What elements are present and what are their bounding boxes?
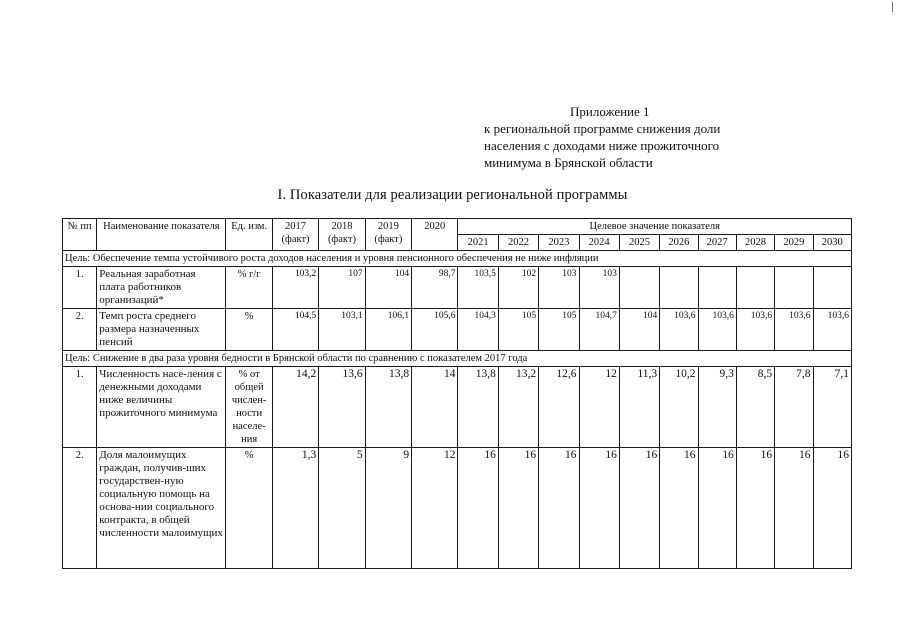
- header-name: Наименование показателя: [97, 219, 226, 251]
- value-cell: 16: [579, 448, 619, 569]
- value-cell: 13,8: [458, 367, 498, 448]
- header-year-2018: 2018 (факт): [319, 219, 365, 251]
- value-cell: 13,8: [365, 367, 411, 448]
- table-row: [63, 367, 852, 448]
- header-target-year: 2023: [539, 235, 579, 251]
- value-cell: 106,1: [365, 309, 411, 351]
- value-cell: 5: [319, 448, 365, 569]
- value-cell: 16: [736, 448, 774, 569]
- value-cell: 12: [412, 448, 458, 569]
- value-cell: 104,3: [458, 309, 498, 351]
- value-cell: 7,1: [813, 367, 852, 448]
- header-target-year: 2029: [775, 235, 813, 251]
- indicators-table: [62, 218, 852, 569]
- scan-edge-mark: [892, 2, 893, 12]
- value-cell: 12,6: [539, 367, 579, 448]
- value-cell: [775, 267, 813, 309]
- value-cell: 9: [365, 448, 411, 569]
- table-row: [63, 309, 852, 351]
- value-cell: 103,1: [319, 309, 365, 351]
- value-cell: 13,6: [319, 367, 365, 448]
- appendix-title: Приложение 1: [570, 104, 650, 119]
- indicator-name: Доля малоимущих граждан, получив-ших государствен-ную социальную помощь на основа-нии социального контракта, в общей численности малоимущих: [97, 448, 226, 569]
- value-cell: 8,5: [736, 367, 774, 448]
- value-cell: 103,2: [272, 267, 318, 309]
- row-number: 1.: [63, 267, 97, 309]
- goal-text-1: Цель: Обеспечение темпа устойчивого роста доходов населения и уровня пенсионного обеспечения не ниже инфляции: [63, 251, 852, 267]
- indicator-name: Темп роста среднего размера назначенных пенсий: [97, 309, 226, 351]
- header-unit: Ед. изм.: [226, 219, 272, 251]
- header-target-year: 2027: [698, 235, 736, 251]
- value-cell: 16: [813, 448, 852, 569]
- value-cell: 102: [498, 267, 538, 309]
- value-cell: 16: [539, 448, 579, 569]
- value-cell: [698, 267, 736, 309]
- header-number: № пп: [63, 219, 97, 251]
- value-cell: 16: [498, 448, 538, 569]
- value-cell: 104: [619, 309, 659, 351]
- value-cell: 105,6: [412, 309, 458, 351]
- value-cell: 105: [498, 309, 538, 351]
- table-row: [63, 267, 852, 309]
- row-number: 1.: [63, 367, 97, 448]
- unit-cell: %: [226, 309, 272, 351]
- value-cell: 103,6: [660, 309, 698, 351]
- value-cell: 103: [539, 267, 579, 309]
- goal-row-1: [63, 251, 852, 267]
- indicator-name: Реальная заработная плата работников организаций*: [97, 267, 226, 309]
- value-cell: 11,3: [619, 367, 659, 448]
- value-cell: 103,6: [698, 309, 736, 351]
- unit-cell: % от общей числен-ности населе-ния: [226, 367, 272, 448]
- header-target-year: 2024: [579, 235, 619, 251]
- value-cell: 103: [579, 267, 619, 309]
- header-target-year: 2022: [498, 235, 538, 251]
- value-cell: 16: [619, 448, 659, 569]
- value-cell: 103,6: [775, 309, 813, 351]
- unit-cell: %: [226, 448, 272, 569]
- header-year-2017: 2017 (факт): [272, 219, 318, 251]
- value-cell: [813, 267, 852, 309]
- value-cell: 7,8: [775, 367, 813, 448]
- header-target-year: 2028: [736, 235, 774, 251]
- goal-row-2: [63, 351, 852, 367]
- value-cell: 16: [458, 448, 498, 569]
- value-cell: 104: [365, 267, 411, 309]
- value-cell: 107: [319, 267, 365, 309]
- value-cell: 104,7: [579, 309, 619, 351]
- value-cell: [619, 267, 659, 309]
- value-cell: 98,7: [412, 267, 458, 309]
- value-cell: 9,3: [698, 367, 736, 448]
- unit-cell: % г/г: [226, 267, 272, 309]
- value-cell: 104,5: [272, 309, 318, 351]
- value-cell: 103,6: [813, 309, 852, 351]
- row-number: 2.: [63, 309, 97, 351]
- value-cell: 16: [660, 448, 698, 569]
- appendix-line-3: населения с доходами ниже прожиточного: [484, 138, 720, 153]
- header-target-year: 2021: [458, 235, 498, 251]
- header-target-value: Целевое значение показателя: [458, 219, 852, 235]
- value-cell: 13,2: [498, 367, 538, 448]
- value-cell: [660, 267, 698, 309]
- indicator-name: Численность насе-ления с денежными доходами ниже величины прожиточного минимума: [97, 367, 226, 448]
- appendix-header: [484, 103, 784, 171]
- value-cell: 1,3: [272, 448, 318, 569]
- value-cell: 103,5: [458, 267, 498, 309]
- table-row: [63, 448, 852, 569]
- value-cell: 14,2: [272, 367, 318, 448]
- value-cell: 10,2: [660, 367, 698, 448]
- value-cell: 105: [539, 309, 579, 351]
- value-cell: 16: [698, 448, 736, 569]
- value-cell: 14: [412, 367, 458, 448]
- appendix-line-2: к региональной программе снижения доли: [484, 121, 721, 136]
- header-year-2019: 2019 (факт): [365, 219, 411, 251]
- row-number: 2.: [63, 448, 97, 569]
- value-cell: [736, 267, 774, 309]
- value-cell: 12: [579, 367, 619, 448]
- value-cell: 103,6: [736, 309, 774, 351]
- value-cell: 16: [775, 448, 813, 569]
- section-title: I. Показатели для реализации региональной программы: [277, 187, 628, 203]
- header-year-2020: 2020: [412, 219, 458, 251]
- appendix-line-4: минимума в Брянской области: [484, 155, 653, 170]
- header-target-year: 2025: [619, 235, 659, 251]
- header-target-year: 2030: [813, 235, 852, 251]
- header-target-year: 2026: [660, 235, 698, 251]
- goal-text-2: Цель: Снижение в два раза уровня бедности в Брянской области по сравнению с показателем 2017 года: [63, 351, 852, 367]
- header-row-1: [63, 219, 852, 235]
